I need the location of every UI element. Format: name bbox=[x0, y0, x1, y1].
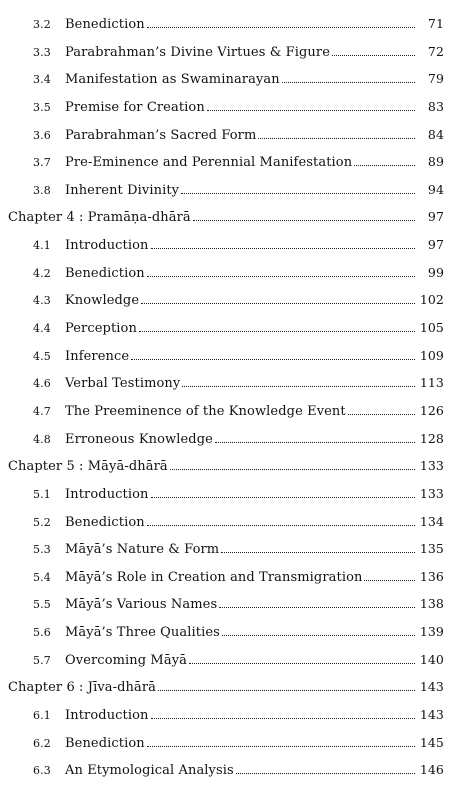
toc-entry-6-3[interactable] bbox=[8, 762, 444, 790]
toc-entry-3-2[interactable] bbox=[8, 16, 444, 44]
entry-title: Māyā’s Nature & Form bbox=[65, 542, 220, 558]
dot-leader bbox=[364, 579, 415, 581]
dot-leader bbox=[354, 164, 415, 166]
dot-leader bbox=[221, 551, 415, 553]
page-number: 145 bbox=[419, 734, 444, 750]
entry-title: Benediction bbox=[65, 735, 145, 751]
page-number: 83 bbox=[427, 98, 444, 114]
toc-entry-5-4[interactable] bbox=[8, 569, 444, 597]
toc-entry-5-1[interactable] bbox=[8, 486, 444, 514]
page-number: 105 bbox=[419, 320, 444, 336]
entry-title: Verbal Testimony bbox=[65, 376, 181, 392]
dot-leader bbox=[158, 689, 415, 691]
toc-entry-5-6[interactable] bbox=[8, 624, 444, 652]
section-number: 6.1 bbox=[33, 709, 51, 723]
page-number: 138 bbox=[419, 596, 444, 612]
section-number: 3.5 bbox=[33, 100, 51, 114]
section-number: 4.4 bbox=[33, 322, 51, 336]
toc-entry-4-6[interactable] bbox=[8, 375, 444, 403]
toc-entry-5-3[interactable] bbox=[8, 541, 444, 569]
page-number: 139 bbox=[419, 624, 444, 640]
entry-title: Parabrahman’s Divine Virtues & Figure bbox=[65, 44, 331, 60]
page-number: 97 bbox=[427, 209, 444, 225]
page-number: 133 bbox=[419, 485, 444, 501]
entry-title: Pre-Eminence and Perennial Manifestation bbox=[65, 155, 353, 171]
page-number: 140 bbox=[419, 651, 444, 667]
toc-chapter-6[interactable] bbox=[8, 679, 444, 707]
dot-leader bbox=[182, 385, 415, 387]
entry-title: Māyā’s Three Qualities bbox=[65, 625, 220, 641]
dot-leader bbox=[141, 302, 415, 304]
toc-entry-3-6[interactable] bbox=[8, 127, 444, 155]
entry-title: Inference bbox=[65, 348, 130, 364]
entry-title: Perception bbox=[65, 321, 137, 337]
toc-entry-5-5[interactable] bbox=[8, 596, 444, 624]
dot-leader bbox=[151, 717, 415, 719]
toc-chapter-4[interactable] bbox=[8, 209, 444, 237]
toc-entry-4-4[interactable] bbox=[8, 320, 444, 348]
section-number: 5.7 bbox=[33, 653, 51, 667]
dot-leader bbox=[219, 606, 415, 608]
entry-title: Erroneous Knowledge bbox=[65, 431, 213, 447]
dot-leader bbox=[215, 441, 415, 443]
entry-title: The Preeminence of the Knowledge Event bbox=[65, 403, 346, 419]
entry-title: Benediction bbox=[65, 514, 145, 530]
chapter-title: Chapter 6 : Jīva-dhārā bbox=[8, 680, 157, 696]
entry-title: Benediction bbox=[65, 265, 145, 281]
entry-title: Benediction bbox=[65, 17, 145, 32]
toc-entry-3-8[interactable] bbox=[8, 182, 444, 210]
dot-leader bbox=[151, 247, 415, 249]
page-number: 97 bbox=[427, 237, 444, 253]
section-number: 4.3 bbox=[33, 294, 51, 308]
page-number: 84 bbox=[427, 126, 444, 142]
dot-leader bbox=[181, 192, 415, 194]
page-number: 126 bbox=[419, 402, 444, 418]
dot-leader bbox=[207, 109, 415, 111]
section-number: 6.2 bbox=[33, 736, 51, 750]
section-number: 6.3 bbox=[33, 764, 51, 778]
entry-title: Introduction bbox=[65, 238, 149, 254]
section-number: 5.2 bbox=[33, 515, 51, 529]
entry-title: Parabrahman’s Sacred Form bbox=[65, 127, 257, 143]
dot-leader bbox=[282, 81, 415, 83]
toc-entry-4-1[interactable] bbox=[8, 237, 444, 265]
section-number: 3.4 bbox=[33, 73, 51, 87]
page-number: 109 bbox=[419, 347, 444, 363]
page-number: 71 bbox=[427, 16, 444, 31]
chapter-title: Chapter 5 : Māyā-dhārā bbox=[8, 459, 168, 475]
page-number: 136 bbox=[419, 568, 444, 584]
section-number: 3.2 bbox=[33, 18, 51, 31]
dot-leader bbox=[139, 330, 415, 332]
page-number: 72 bbox=[427, 43, 444, 59]
section-number: 3.7 bbox=[33, 156, 51, 170]
section-number: 5.5 bbox=[33, 598, 51, 612]
page-number: 133 bbox=[419, 458, 444, 474]
dot-leader bbox=[170, 468, 415, 470]
page-number: 143 bbox=[419, 679, 444, 695]
toc-entry-6-2[interactable] bbox=[8, 735, 444, 763]
toc-entry-5-2[interactable] bbox=[8, 514, 444, 542]
entry-title: Manifestation as Swaminarayan bbox=[65, 72, 280, 88]
entry-title: An Etymological Analysis bbox=[65, 763, 234, 779]
dot-leader bbox=[236, 772, 415, 774]
section-number: 3.3 bbox=[33, 45, 51, 59]
toc-entry-3-5[interactable] bbox=[8, 99, 444, 127]
section-number: 4.5 bbox=[33, 349, 51, 363]
page-number: 146 bbox=[419, 762, 444, 778]
dot-leader bbox=[131, 358, 415, 360]
toc-entry-4-8[interactable] bbox=[8, 431, 444, 459]
section-number: 5.6 bbox=[33, 626, 51, 640]
toc-entry-4-5[interactable] bbox=[8, 348, 444, 376]
toc-entry-6-1[interactable] bbox=[8, 707, 444, 735]
dot-leader bbox=[189, 662, 415, 664]
entry-title: Knowledge bbox=[65, 293, 140, 309]
page-number: 79 bbox=[427, 71, 444, 87]
dot-leader bbox=[332, 54, 415, 56]
section-number: 4.7 bbox=[33, 404, 51, 418]
dot-leader bbox=[147, 524, 415, 526]
section-number: 4.8 bbox=[33, 432, 51, 446]
page-number: 143 bbox=[419, 707, 444, 723]
section-number: 5.4 bbox=[33, 570, 51, 584]
section-number: 4.1 bbox=[33, 239, 51, 253]
entry-title: Māyā’s Role in Creation and Transmigration bbox=[65, 569, 363, 585]
page-number: 135 bbox=[419, 541, 444, 557]
section-number: 5.3 bbox=[33, 543, 51, 557]
toc-entry-3-7[interactable] bbox=[8, 154, 444, 182]
toc-entry-4-7[interactable] bbox=[8, 403, 444, 431]
dot-leader bbox=[222, 634, 415, 636]
dot-leader bbox=[147, 745, 415, 747]
dot-leader bbox=[147, 275, 415, 277]
page-number: 113 bbox=[419, 375, 444, 391]
toc-entry-3-4[interactable] bbox=[8, 71, 444, 99]
section-number: 5.1 bbox=[33, 487, 51, 501]
toc-entry-4-2[interactable] bbox=[8, 265, 444, 293]
dot-leader bbox=[151, 496, 415, 498]
entry-title: Introduction bbox=[65, 486, 149, 502]
entry-title: Introduction bbox=[65, 708, 149, 724]
page-number: 102 bbox=[419, 292, 444, 308]
dot-leader bbox=[193, 219, 415, 221]
dot-leader bbox=[258, 137, 415, 139]
section-number: 3.6 bbox=[33, 128, 51, 142]
page-number: 99 bbox=[427, 264, 444, 280]
page-number: 134 bbox=[419, 513, 444, 529]
section-number: 3.8 bbox=[33, 183, 51, 197]
toc-entry-4-3[interactable] bbox=[8, 292, 444, 320]
section-number: 4.2 bbox=[33, 266, 51, 280]
entry-title: Inherent Divinity bbox=[65, 182, 180, 198]
entry-title: Premise for Creation bbox=[65, 99, 205, 115]
page-number: 94 bbox=[427, 181, 444, 197]
dot-leader bbox=[147, 26, 415, 28]
entry-title: Māyā’s Various Names bbox=[65, 597, 218, 613]
toc-entry-3-3[interactable] bbox=[8, 44, 444, 72]
entry-title: Overcoming Māyā bbox=[65, 652, 187, 668]
toc-entry-5-7[interactable] bbox=[8, 652, 444, 680]
dot-leader bbox=[348, 413, 415, 415]
chapter-title: Chapter 4 : Pramāṇa-dhārā bbox=[8, 210, 191, 226]
page-number: 89 bbox=[427, 154, 444, 170]
section-number: 4.6 bbox=[33, 377, 51, 391]
toc-chapter-5[interactable] bbox=[8, 458, 444, 486]
page-number: 128 bbox=[419, 430, 444, 446]
